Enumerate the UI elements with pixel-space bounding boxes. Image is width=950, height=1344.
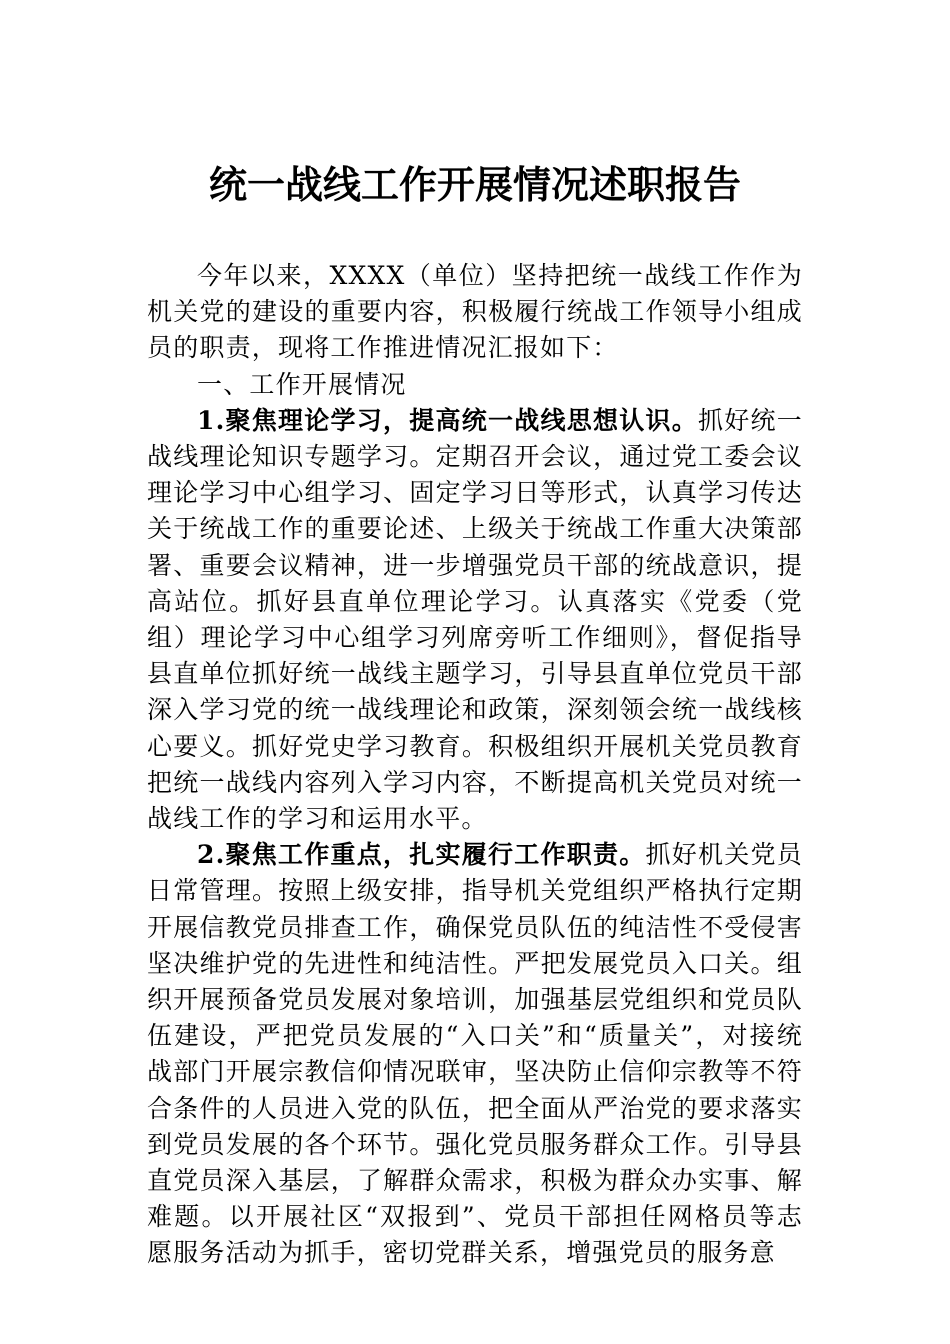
item-2-text: 抓好机关党员日常管理。按照上级安排，指导机关党组织严格执行定期开展信教党员排查工作，确保党员队伍的纯洁性不受侵害坚决维护党的先进性和纯洁性。严把发展党员入口关。组织开展预备党员发展对象培训，加强基层党组织和党员队伍建设，严把党员发展的“入口关”和“质量关”，对接统战部门开展宗教信仰情况联审，坚决防止信仰宗教等不符合条件的人员进入党的队伍，把全面从严治党的要求落实到党员发展的各个环节。强化党员服务群众工作。引导县直党员深入基层，了解群众需求，积极为群众办实事、解难题。以开展社区“双报到”、党员干部担任网格员等志愿服务活动为抓手，密切党群关系，增强党员的服务意 <box>147 840 803 1268</box>
item-2-paragraph <box>147 837 803 1271</box>
item-2-lead: 2.聚焦工作重点，扎实履行工作职责。 <box>197 840 646 870</box>
intro-paragraph: 今年以来，XXXX（单位）坚持把统一战线工作作为机关党的建设的重要内容，积极履行统战工作领导小组成员的职责，现将工作推进情况汇报如下： <box>147 261 803 363</box>
section-heading: 一、工作开展情况 <box>197 369 407 399</box>
item-1-text: 抓好统一战线理论知识专题学习。定期召开会议，通过党工委会议理论学习中心组学习、固定学习日等形式，认真学习传达关于统战工作的重要论述、上级关于统战工作重大决策部署、重要会议精神，进一步增强党员干部的统战意识，提高站位。抓好县直单位理论学习。认真落实《党委（党组）理论学习中心组学习列席旁听工作细则》，督促指导县直单位抓好统一战线主题学习，引导县直单位党员干部深入学习党的统一战线理论和政策，深刻领会统一战线核心要义。抓好党史学习教育。积极组织开展机关党员教育把统一战线内容列入学习内容，不断提高机关党员对统一战线工作的学习和运用水平。 <box>147 405 803 834</box>
item-1-lead: 1.聚焦理论学习，提高统一战线思想认识。 <box>197 405 699 435</box>
document-body <box>147 258 803 1272</box>
document-title: 统一战线工作开展情况述职报告 <box>208 162 741 207</box>
item-1-paragraph <box>147 403 803 837</box>
